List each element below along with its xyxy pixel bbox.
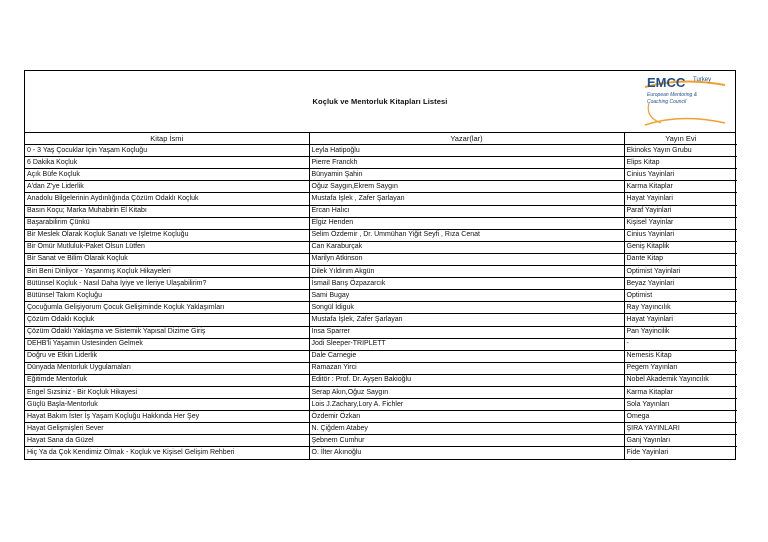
cell-authors: İsmail Barış Özpazarcık [309,278,624,290]
page-title: Koçluk ve Mentorluk Kitapları Listesi [312,97,448,106]
cell-publisher: Ganj Yayınları [624,435,737,447]
table-row [25,266,737,278]
cell-authors: Marilyn Atkinson [309,253,624,265]
cell-publisher: Cinius Yayinlari [624,229,737,241]
cell-publisher: Pegem Yayınları [624,362,737,374]
table-row [25,326,737,338]
cell-authors: Editör : Prof. Dr. Ayşen Bakioğlu [309,374,624,386]
cell-authors: Oğuz Saygın,Ekrem Saygın [309,181,624,193]
cell-book-name: Çözüm Odaklı Yaklaşma ve Sistemik Yapısal Dizime Giriş [25,326,309,338]
table-row [25,447,737,459]
table-row [25,253,737,265]
cell-authors: Lois J.Zachary,Lory A. Fichler [309,399,624,411]
header-book-name: Kitap İsmi [25,133,309,145]
cell-authors: Leyla Hatipoğlu [309,145,624,157]
cell-book-name: Açık Büfe Koçluk [25,169,309,181]
cell-book-name: Engel Sızsiniz - Bir Koçluk Hikayesi [25,386,309,398]
book-table [25,133,737,459]
cell-book-name: Bir Sanat ve Bilim Olarak Koçluk [25,253,309,265]
table-row [25,314,737,326]
logo-line-2: Coaching Council [647,99,687,105]
cell-publisher: Geniş Kitaplik [624,241,737,253]
cell-book-name: A'dan Z'ye Liderlik [25,181,309,193]
title-row [25,71,735,133]
table-row [25,229,737,241]
table-row [25,181,737,193]
table-row [25,399,737,411]
cell-book-name: DEHB'li Yaşamın Üstesinden Gelmek [25,338,309,350]
table-row [25,278,737,290]
cell-book-name: Bütünsel Takım Koçluğu [25,290,309,302]
cell-authors: Dale Carnegie [309,350,624,362]
cell-authors: Insa Sparrer [309,326,624,338]
cell-book-name: Basın Koçu; Marka Muhabirin El Kitabı [25,205,309,217]
cell-book-name: Güçlü Başla-Mentorluk [25,399,309,411]
header-row [25,133,737,145]
cell-publisher: Ray Yayıncılık [624,302,737,314]
logo-country: Turkey [693,77,712,83]
table-row [25,302,737,314]
cell-book-name: Eğitimde Mentorluk [25,374,309,386]
cell-book-name: Bir Ömür Mutluluk-Paket Olsun Lütfen [25,241,309,253]
cell-authors: O. İlter Akınoğlu [309,447,624,459]
table-row [25,241,737,253]
cell-book-name: Dünyada Mentorluk Uygulamaları [25,362,309,374]
cell-publisher: Ekinoks Yayın Grubu [624,145,737,157]
cell-publisher: Elips Kitap [624,157,737,169]
cell-publisher: Paraf Yayinlari [624,205,737,217]
cell-authors: N. Çiğdem Atabey [309,423,624,435]
cell-authors: Bünyamin Şahin [309,169,624,181]
cell-publisher: Optimist Yayinlari [624,266,737,278]
table-row [25,423,737,435]
cell-publisher: Hayat Yayinlari [624,314,737,326]
cell-authors: Selim Özdemir , Dr. Ümmühan Yiğit Seyfi , Rıza Cenat [309,229,624,241]
cell-authors: Mustafa İşlek , Zafer Şarlayan [309,193,624,205]
cell-authors: Şebnem Cumhur [309,435,624,447]
cell-authors: Sami Bugay [309,290,624,302]
cell-book-name: 6 Dakika Koçluk [25,157,309,169]
table-row [25,290,737,302]
cell-publisher: ŞIRA YAYINLARI [624,423,737,435]
table-row [25,338,737,350]
table-row [25,145,737,157]
cell-publisher: Karma Kitaplar [624,386,737,398]
cell-book-name: Doğru ve Etkin Liderlik [25,350,309,362]
cell-publisher: Pan Yayincilik [624,326,737,338]
cell-authors: Pierre Franckh [309,157,624,169]
logo-brand: EMCC [647,75,686,90]
cell-book-name: Hayat Sana da Güzel [25,435,309,447]
cell-publisher: Optimist [624,290,737,302]
cell-authors: Ramazan Yirci [309,362,624,374]
cell-book-name: Hayat Bakım İster İş Yaşam Koçluğu Hakkında Her Şey [25,411,309,423]
cell-book-name: Hiç Ya da Çok Kendimiz Olmak - Koçluk ve Kişisel Gelişim Rehberi [25,447,309,459]
table-row [25,374,737,386]
table-row [25,193,737,205]
table-row [25,205,737,217]
cell-book-name: Biri Beni Dinliyor - Yaşanmış Koçluk Hikayeleri [25,266,309,278]
cell-book-name: 0 - 3 Yaş Çocuklar İçin Yaşam Koçluğu [25,145,309,157]
cell-book-name: Çocuğumla Gelişiyorum Çocuk Gelişiminde Koçluk Yaklaşımları [25,302,309,314]
cell-authors: Songül İdiguk [309,302,624,314]
table-row [25,169,737,181]
logo-line-1: European Mentoring & [647,92,698,98]
table-row [25,386,737,398]
cell-publisher: - [624,338,737,350]
cell-publisher: Kişisel Yayinlar [624,217,737,229]
table-row [25,217,737,229]
cell-publisher: Nemesis Kitap [624,350,737,362]
cell-publisher: Sola Yayınları [624,399,737,411]
cell-publisher: Cinius Yayinlari [624,169,737,181]
cell-authors: Mustafa İşlek, Zafer Şarlayan [309,314,624,326]
table-row [25,435,737,447]
emcc-logo [641,73,729,129]
cell-publisher: Karma Kitaplar [624,181,737,193]
cell-book-name: Bütünsel Koçluk - Nasıl Daha İyiye ve İleriye Ulaşabilirim? [25,278,309,290]
table-row [25,411,737,423]
cell-publisher: Omega [624,411,737,423]
cell-book-name: Bir Meslek Olarak Koçluk Sanatı ve İşletme Koçluğu [25,229,309,241]
cell-book-name: Çözüm Odaklı Koçluk [25,314,309,326]
cell-book-name: Başarabilirim Çünkü [25,217,309,229]
cell-authors: Özdemir Özkan [309,411,624,423]
table-row [25,157,737,169]
cell-publisher: Fide Yayinlari [624,447,737,459]
cell-authors: Jodi Sleeper-TRIPLETT [309,338,624,350]
cell-authors: Ercan Halıcı [309,205,624,217]
cell-authors: Serap Akın,Oğuz Saygın [309,386,624,398]
header-publisher: Yayın Evi [624,133,737,145]
header-authors: Yazar(lar) [309,133,624,145]
cell-publisher: Nobel Akademik Yayıncılık [624,374,737,386]
cell-authors: Dilek Yıldırım Akgün [309,266,624,278]
cell-publisher: Beyaz Yayinlari [624,278,737,290]
spreadsheet-page [24,70,736,460]
cell-authors: Elgiz Henden [309,217,624,229]
cell-book-name: Hayat Gelişmişleri Sever [25,423,309,435]
table-row [25,362,737,374]
cell-publisher: Dante Kitap [624,253,737,265]
table-row [25,350,737,362]
cell-publisher: Hayat Yayinlari [624,193,737,205]
cell-book-name: Anadolu Bilgelerinin Aydınlığında Çözüm Odaklı Koçluk [25,193,309,205]
cell-authors: Can Karaburçak [309,241,624,253]
